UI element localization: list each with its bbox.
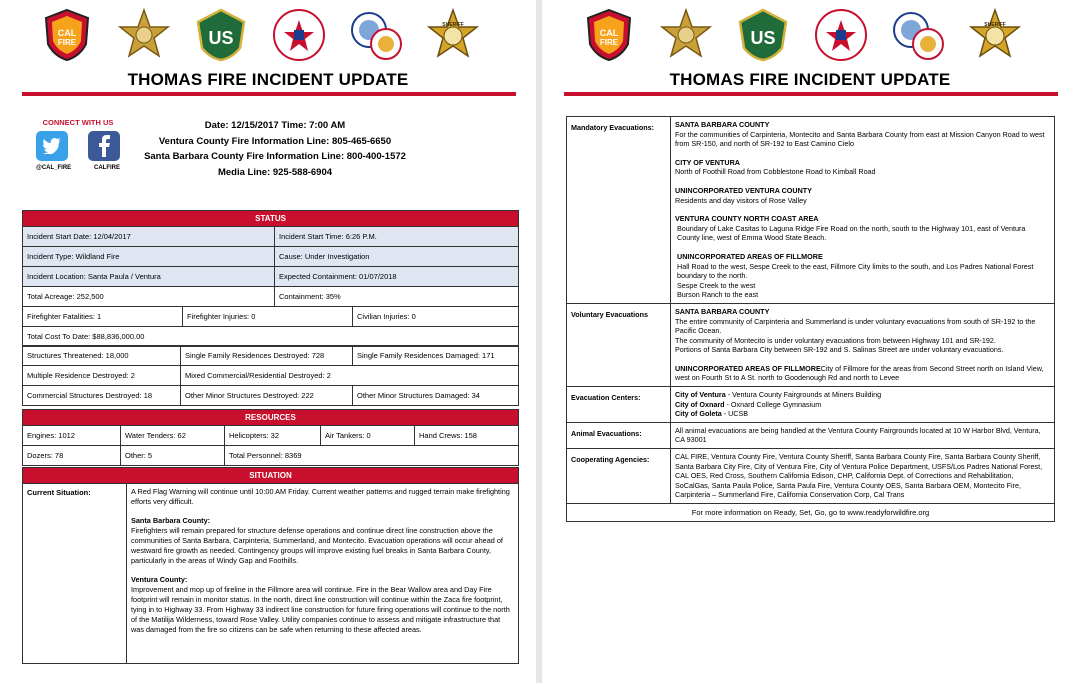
voluntary-evac-label: Voluntary Evacuations <box>567 303 671 386</box>
minor-destroyed: Other Minor Structures Destroyed: 222 <box>181 386 353 406</box>
sfr-damaged: Single Family Residences Damaged: 171 <box>353 346 519 366</box>
water-tenders: Water Tenders: 62 <box>121 426 225 446</box>
total-personnel: Total Personnel: 8369 <box>225 446 519 466</box>
cooperating-agencies-text: CAL FIRE, Ventura County Fire, Ventura County Sheriff, Santa Barbara County Fire, Santa Barbara County Sheriff, Santa Barbara City Fire, City of Ventura Fire, City of Ventura Police Department, USFS/Los Padres National Forest, CAL OES, Red Cross, Southern California Edison, CHP, California Dept. of Corrections and Rehabilitation, SoCalGas, Santa Paula Police, Santa Paula Fire, Ventura County OES, Santa Barbara OEM, Montecito Fire, Carpinteria – Summerland Fire, California Conservation Corp, Cal Trans <box>671 449 1055 504</box>
incident-cause: Cause: Under Investigation <box>275 247 519 267</box>
animal-evac-label: Animal Evacuations: <box>567 422 671 448</box>
mandatory-fillmore-extra-2: Burson Ranch to the east <box>677 290 759 300</box>
ready-set-go-footer[interactable]: For more information on Ready, Set, Go, go to www.readyforwildfire.org <box>567 504 1055 522</box>
svg-text:FIRE: FIRE <box>57 38 77 47</box>
forest-service-logo <box>736 8 790 62</box>
mandatory-fillmore-extra-1: Sespe Creek to the west <box>677 280 756 290</box>
mandatory-evac-label: Mandatory Evacuations: <box>567 117 671 304</box>
page-title: THOMAS FIRE INCIDENT UPDATE <box>127 70 409 89</box>
agency-logos-page-two <box>582 6 1022 64</box>
social-block <box>36 118 120 171</box>
date-time-line: Date: 12/15/2017 Time: 7:00 AM <box>204 120 346 131</box>
mandatory-ventura-title: CITY OF VENTURA <box>675 157 740 167</box>
current-situation-label: Current Situation: <box>23 484 127 664</box>
center-oxnard-city: City of Oxnard <box>675 399 725 409</box>
mandatory-north-coast-title: VENTURA COUNTY NORTH COAST AREA <box>675 214 819 224</box>
center-goleta-city: City of Goleta <box>675 409 722 419</box>
title-divider <box>564 92 1058 96</box>
voluntary-sb-3: Portions of Santa Barbara City between SR-192 and S. Salinas Street are under voluntary evacuations. <box>675 345 1004 355</box>
facebook-handle[interactable]: CALFIRE <box>94 165 120 171</box>
page-two <box>542 0 1078 683</box>
mandatory-fillmore-title: UNINCORPORATED AREAS OF FILLMORE <box>677 251 823 261</box>
evac-centers-label: Evacuation Centers: <box>567 387 671 423</box>
page-one <box>0 0 536 683</box>
cal-fire-logo <box>582 8 636 62</box>
twitter-handle[interactable]: @CAL_FIRE <box>36 165 72 171</box>
situation-intro: A Red Flag Warning will continue until 10:00 AM Friday. Current weather patterns and rugged terrain make firefighting efforts very difficult. <box>131 487 510 506</box>
page-title: THOMAS FIRE INCIDENT UPDATE <box>669 70 951 89</box>
total-cost: Total Cost To Date: $88,836,000.00 <box>23 327 519 347</box>
total-acreage: Total Acreage: 252,500 <box>23 287 275 307</box>
voluntary-sb-title: SANTA BARBARA COUNTY <box>675 306 770 316</box>
sb-county-title: Santa Barbara County: <box>131 516 211 525</box>
mixed-destroyed: Mixed Commercial/Residential Destroyed: 2 <box>181 366 519 386</box>
santa-barbara-seal-logo <box>891 8 945 62</box>
cal-fire-logo <box>40 8 94 62</box>
situation-table <box>22 467 519 664</box>
minor-damaged: Other Minor Structures Damaged: 34 <box>353 386 519 406</box>
voluntary-sb-2: The community of Montecito is under voluntary evacuations from between Highway 101 and SR-192. <box>675 335 996 345</box>
evacuations-table <box>566 116 1055 522</box>
firefighter-injuries: Firefighter Injuries: 0 <box>183 307 353 327</box>
incident-start-date: Incident Start Date: 12/04/2017 <box>23 227 275 247</box>
svg-text:CAL: CAL <box>57 28 77 38</box>
svg-text:CAL: CAL <box>599 28 619 38</box>
contact-info <box>130 118 420 180</box>
sheriff-star-logo <box>968 8 1022 62</box>
engines: Engines: 1012 <box>23 426 121 446</box>
expected-containment: Expected Containment: 01/07/2018 <box>275 267 519 287</box>
mandatory-uninc-ventura-text: Residents and day visitors of Rose Valley <box>675 195 807 205</box>
svg-text:SHERIFF: SHERIFF <box>442 22 464 28</box>
incident-start-time: Incident Start Time: 6:26 P.M. <box>275 227 519 247</box>
county-fire-logo <box>814 8 868 62</box>
connect-heading: CONNECT WITH US <box>42 118 114 127</box>
center-oxnard-place: - Oxnard College Gymnasium <box>724 399 822 409</box>
sb-county-text: Firefighters will remain prepared for structure defense operations and continue direct line construction above the communities of Santa Barbara, Carpinteria, Summerland, and Montecito. Evacuation operations will occur ahead of westward fire growth as needed. Contingency groups will improve existing fuel breaks in Santa Barbara County, particularly in the areas of Windy Gap and Foothills. <box>131 526 503 565</box>
helicopters: Helicopters: 32 <box>225 426 321 446</box>
cooperating-agencies-label: Cooperating Agencies: <box>567 449 671 504</box>
sfr-destroyed: Single Family Residences Destroyed: 728 <box>181 346 353 366</box>
structures-table <box>22 345 519 406</box>
svg-text:FIRE: FIRE <box>599 38 619 47</box>
hand-crews: Hand Crews: 158 <box>415 426 519 446</box>
county-fire-logo <box>272 8 326 62</box>
incident-location: Incident Location: Santa Paula / Ventura <box>23 267 275 287</box>
voluntary-fillmore-text: City of Fillmore for the areas from Second Street north on Island View, west on Fourth St to A St. north to Goodenough Rd and north to Levee <box>675 363 1044 383</box>
sheriff-star-logo <box>426 8 480 62</box>
resources-table <box>22 409 519 466</box>
commercial-destroyed: Commercial Structures Destroyed: 18 <box>23 386 181 406</box>
mandatory-ventura-text: North of Foothill Road from Cobblestone Road to Kimball Road <box>675 167 876 177</box>
multi-residence-destroyed: Multiple Residence Destroyed: 2 <box>23 366 181 386</box>
forest-service-logo <box>194 8 248 62</box>
ventura-county-title: Ventura County: <box>131 575 188 584</box>
star-badge-logo <box>659 8 713 62</box>
resources-header: RESOURCES <box>23 410 519 426</box>
center-goleta-place: - UCSB <box>721 409 749 419</box>
santa-barbara-seal-logo <box>349 8 403 62</box>
status-header: STATUS <box>23 211 519 227</box>
mandatory-sb-text: For the communities of Carpinteria, Montecito and Santa Barbara County from east at Mission Canyon Road to west from SR-150, and north of SR-192 to East Camino Cielo <box>675 129 1045 149</box>
incident-type: Incident Type: Wildland Fire <box>23 247 275 267</box>
twitter-icon[interactable] <box>36 131 68 161</box>
voluntary-fillmore-title: UNINCORPORATED AREAS OF FILLMORE <box>675 363 821 373</box>
title-divider <box>22 92 516 96</box>
situation-header: SITUATION <box>23 468 519 484</box>
svg-text:SHERIFF: SHERIFF <box>984 22 1006 28</box>
firefighter-fatalities: Firefighter Fatalities: 1 <box>23 307 183 327</box>
agency-logos <box>40 6 480 64</box>
voluntary-sb-1: The entire community of Carpinteria and Summerland is under voluntary evacuations from south of SR-192 to the Pacific Ocean. <box>675 316 1036 336</box>
ventura-info-line: Ventura County Fire Information Line: 805-465-6650 <box>158 135 392 147</box>
facebook-icon[interactable] <box>88 131 120 161</box>
santa-barbara-info-line: Santa Barbara County Fire Information Line: 800-400-1572 <box>144 151 406 162</box>
mandatory-fillmore-text: Hall Road to the west, Sespe Creek to the east, Fillmore City limits to the south, and Los Padres National Forest boundary to the north. <box>677 261 1034 281</box>
svg-text:US: US <box>750 28 776 48</box>
other-resources: Other: 5 <box>121 446 225 466</box>
mandatory-uninc-ventura-title: UNINCORPORATED VENTURA COUNTY <box>675 185 812 195</box>
mandatory-sb-title: SANTA BARBARA COUNTY <box>675 120 770 129</box>
center-ventura-city: City of Ventura <box>675 390 726 400</box>
dozers: Dozers: 78 <box>23 446 121 466</box>
media-line: Media Line: 925-588-6904 <box>217 166 333 178</box>
civilian-injuries: Civilian Injuries: 0 <box>353 307 519 327</box>
star-badge-logo <box>117 8 171 62</box>
containment: Containment: 35% <box>275 287 519 307</box>
air-tankers: Air Tankers: 0 <box>321 426 415 446</box>
center-ventura-place: - Ventura County Fairgrounds at Miners Building <box>725 390 882 400</box>
status-table <box>22 210 519 347</box>
structures-threatened: Structures Threatened: 18,000 <box>23 346 181 366</box>
animal-evac-text: All animal evacuations are being handled at the Ventura County Fairgrounds located at 10 W Harbor Blvd, Ventura, CA 93001 <box>671 422 1055 448</box>
mandatory-north-coast-text: Boundary of Lake Casitas to Laguna Ridge Fire Road on the north, south to the Highway 101, east of Ventura County line, west of Emma Wood State Beach. <box>677 223 1026 243</box>
svg-text:US: US <box>208 28 234 48</box>
ventura-county-text: Improvement and mop up of fireline in the Fillmore area will continue. Fire in the Bear Wallow area and Day Fire footprint will remain in monitor status. In the north, direct line construction will continue within the Zaca fire footprint, tying in to Highway 33. From Highway 33 indirect line construction for future firing operations will continue to the north of the Matilija Wilderness, toward Rose Valley. Utility companies continue to assess and mitigate infrastructure that was damaged from the fire so citizens can be safe when returning to these affected areas. <box>131 585 510 634</box>
